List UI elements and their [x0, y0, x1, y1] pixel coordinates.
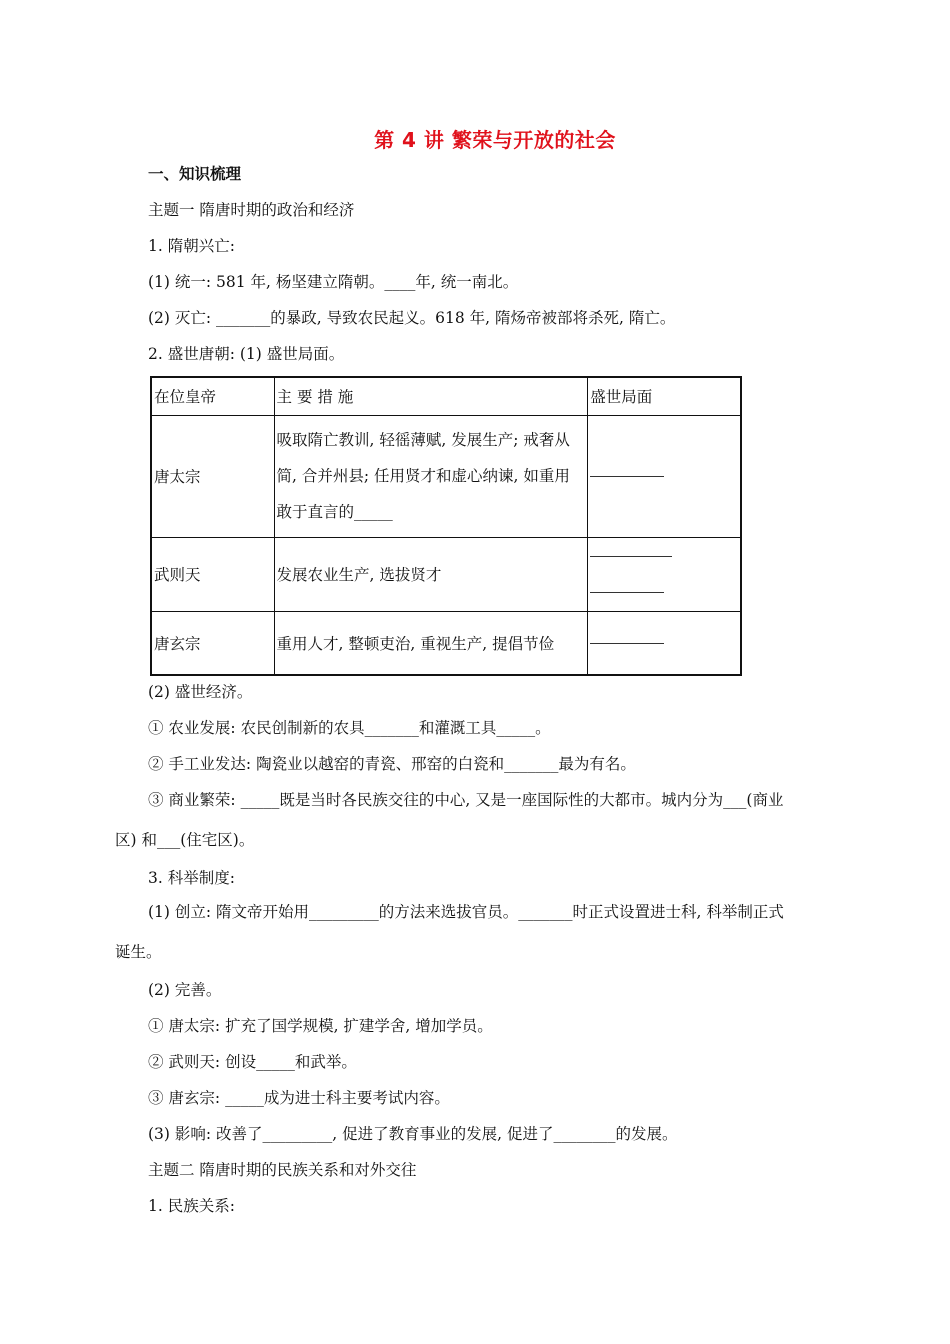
measures-line: 简, 合并州县; 任用贤才和虚心纳谏, 如重用 — [276, 467, 570, 485]
emperor-cell: 武则天 — [151, 537, 274, 611]
exam-perfection: (2) 完善。 — [148, 981, 222, 999]
section-heading: 一、知识梳理 — [148, 165, 242, 183]
answer-blank — [590, 591, 664, 593]
emperor-cell: 唐太宗 — [151, 415, 274, 537]
exam-creation-cont: 诞生。 — [115, 943, 162, 961]
measures-cell: 重用人才, 整顿吏治, 重视生产, 提倡节俭 — [274, 611, 588, 675]
exam-taizong: ① 唐太宗: 扩充了国学规模, 扩建学舍, 增加学员。 — [148, 1017, 493, 1035]
situation-cell — [588, 611, 741, 675]
measures-line: 吸取隋亡教训, 轻徭薄赋, 发展生产; 戒奢从 — [276, 431, 570, 449]
header-emperor: 在位皇帝 — [151, 377, 274, 415]
situation-cell — [588, 537, 741, 611]
topic-one-heading: 主题一 隋唐时期的政治和经济 — [148, 201, 355, 219]
table-header-row — [151, 377, 741, 415]
ethnic-heading: 1. 民族关系: — [148, 1197, 235, 1215]
table-row — [151, 537, 741, 611]
tang-heading: 2. 盛世唐朝: (1) 盛世局面。 — [148, 345, 345, 363]
situation-cell — [588, 415, 741, 537]
measures-cell — [274, 415, 588, 537]
table-row — [151, 611, 741, 675]
measures-cell: 发展农业生产, 选拔贤才 — [274, 537, 588, 611]
economy-heading: (2) 盛世经济。 — [148, 683, 253, 701]
table-row — [151, 415, 741, 537]
economy-commerce-cont: 区) 和___(住宅区)。 — [115, 831, 255, 849]
economy-commerce: ③ 商业繁荣: _____既是当时各民族交往的中心, 又是一座国际性的大都市。城内分为___(商业 — [148, 791, 784, 809]
answer-blank — [590, 475, 664, 477]
topic-two-heading: 主题二 隋唐时期的民族关系和对外交往 — [148, 1161, 417, 1179]
header-measures: 主 要 措 施 — [274, 377, 588, 415]
header-situation: 盛世局面 — [588, 377, 741, 415]
exam-creation: (1) 创立: 隋文帝开始用_________的方法来选拔官员。_______时正式设置进士科, 科举制正式 — [148, 903, 784, 921]
prosperity-table — [150, 376, 742, 676]
page-title: 第 4 讲 繁荣与开放的社会 — [374, 128, 616, 152]
exam-xuanzong: ③ 唐玄宗: _____成为进士科主要考试内容。 — [148, 1089, 450, 1107]
emperor-cell: 唐玄宗 — [151, 611, 274, 675]
answer-blank — [590, 555, 672, 557]
measures-line: 敢于直言的_____ — [276, 503, 393, 521]
sui-collapse: (2) 灭亡: _______的暴政, 导致农民起义。618 年, 隋炀帝被部将杀死, 隋亡。 — [148, 309, 676, 327]
exam-heading: 3. 科举制度: — [148, 869, 235, 887]
exam-wuzetian: ② 武则天: 创设_____和武举。 — [148, 1053, 357, 1071]
economy-handicraft: ② 手工业发达: 陶瓷业以越窑的青瓷、邢窑的白瓷和_______最为有名。 — [148, 755, 636, 773]
sui-unification: (1) 统一: 581 年, 杨坚建立隋朝。____年, 统一南北。 — [148, 273, 519, 291]
economy-agriculture: ① 农业发展: 农民创制新的农具_______和灌溉工具_____。 — [148, 719, 551, 737]
answer-blank — [590, 642, 664, 644]
exam-impact: (3) 影响: 改善了_________, 促进了教育事业的发展, 促进了________的发展。 — [148, 1125, 678, 1143]
sui-heading: 1. 隋朝兴亡: — [148, 237, 235, 255]
